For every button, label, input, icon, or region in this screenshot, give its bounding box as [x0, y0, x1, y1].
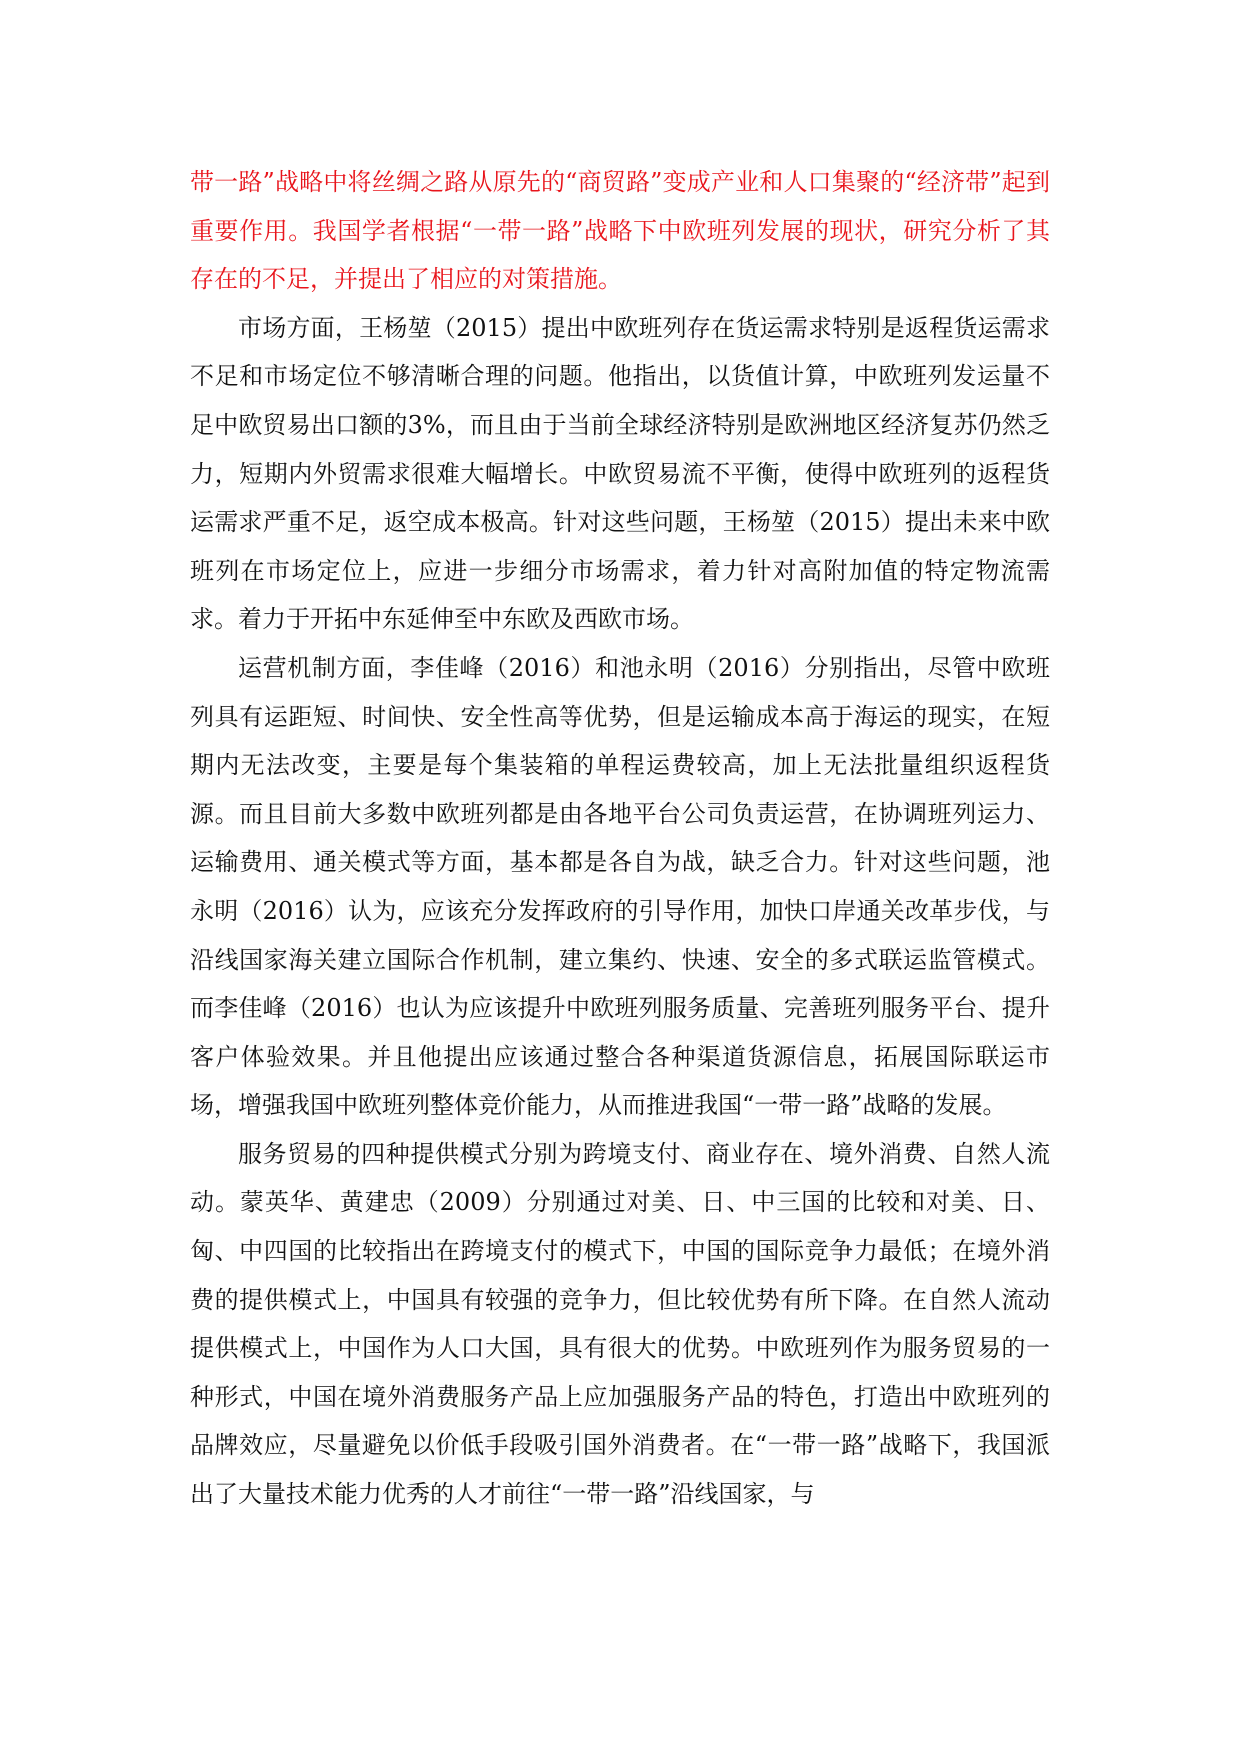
body-text [190, 158, 1050, 1519]
paragraph-market: 市场方面，王杨堃（2015）提出中欧班列存在货运需求特别是返程货运需求不足和市场定位不够清晰合理的问题。他指出，以货值计算，中欧班列发运量不足中欧贸易出口额的3%，而且由于当前全球经济特别是欧洲地区经济复苏仍然乏力，短期内外贸需求很难大幅增长。中欧贸易流不平衡，使得中欧班列的返程货运需求严重不足，返空成本极高。针对这些问题，王杨堃（2015）提出未来中欧班列在市场定位上，应进一步细分市场需求，着力针对高附加值的特定物流需求。着力于开拓中东延伸至中东欧及西欧市场。 [190, 313, 1050, 634]
paragraph-service-trade: 服务贸易的四种提供模式分别为跨境支付、商业存在、境外消费、自然人流动。蒙英华、黄建忠（2009）分别通过对美、日、中三国的比较和对美、日、匈、中四国的比较指出在跨境支付的模式下，中国的国际竞争力最低；在境外消费的提供模式上，中国具有较强的竞争力，但比较优势有所下降。在自然人流动提供模式上，中国作为人口大国，具有很大的优势。中欧班列作为服务贸易的一种形式，中国在境外消费服务产品上应加强服务产品的特色，打造出中欧班列的品牌效应，尽量避免以价低手段吸引国外消费者。在“一带一路”战略下，我国派出了大量技术能力优秀的人才前往“一带一路”沿线国家，与 [190, 1139, 1050, 1509]
paragraph-continued-red: 带一路”战略中将丝绸之路从原先的“商贸路”变成产业和人口集聚的“经济带”起到重要作用。我国学者根据“一带一路”战略下中欧班列发展的现状，研究分析了其存在的不足，并提出了相应的对策措施。 [190, 168, 1050, 294]
paragraph-operation: 运营机制方面，李佳峰（2016）和池永明（2016）分别指出，尽管中欧班列具有运距短、时间快、安全性高等优势，但是运输成本高于海运的现实，在短期内无法改变，主要是每个集装箱的单程运费较高，加上无法批量组织返程货源。而且目前大多数中欧班列都是由各地平台公司负责运营，在协调班列运力、运输费用、通关模式等方面，基本都是各自为战，缺乏合力。针对这些问题，池永明（2016）认为，应该充分发挥政府的引导作用，加快口岸通关改革步伐，与沿线国家海关建立国际合作机制，建立集约、快速、安全的多式联运监管模式。而李佳峰（2016）也认为应该提升中欧班列服务质量、完善班列服务平台、提升客户体验效果。并且他提出应该通过整合各种渠道货源信息，拓展国际联运市场，增强我国中欧班列整体竞价能力，从而推进我国“一带一路”战略的发展。 [190, 653, 1050, 1120]
